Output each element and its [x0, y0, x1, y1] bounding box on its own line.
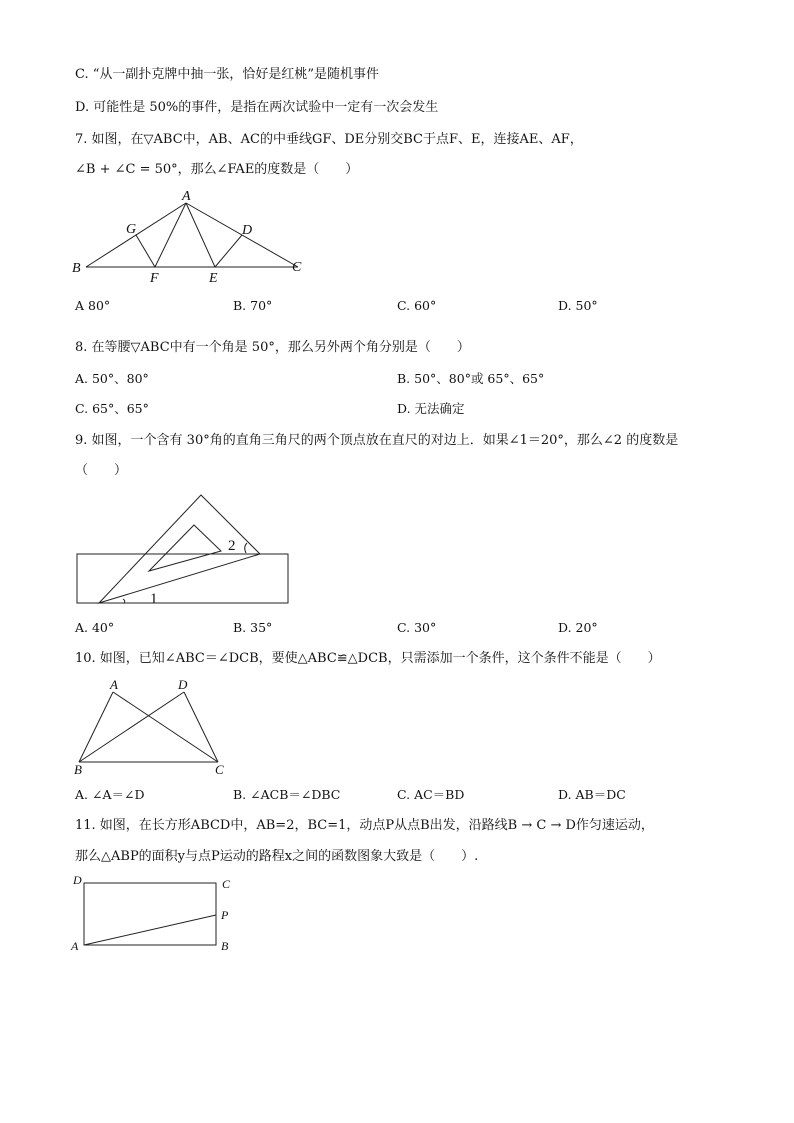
- q9-angle2-arc: [245, 543, 247, 553]
- q9-triangle-inner: [149, 525, 221, 571]
- q9-option-c[interactable]: C. 30°: [397, 620, 437, 635]
- q10-label-d: D: [178, 677, 188, 692]
- q9-label-angle2: 2: [228, 538, 236, 554]
- q8-option-a[interactable]: A. 50°、80°: [75, 371, 149, 386]
- q9-option-d[interactable]: D. 20°: [558, 620, 598, 635]
- q8-option-d[interactable]: D. 无法确定: [397, 401, 465, 416]
- q7-label-e: E: [209, 271, 218, 286]
- q7-option-d[interactable]: D. 50°: [558, 298, 598, 313]
- q7-label-f: F: [150, 271, 159, 286]
- q10-stem: 10. 如图，已知∠ABC＝∠DCB，要使△ABC≌△DCB，只需添加一个条件，这个条件不能是（ ）: [75, 651, 661, 666]
- q9-stem-line1: 9. 如图，一个含有 30°角的直角三角尺的两个顶点放在直尺的对边上．如果∠1＝20°，那么∠2 的度数是: [75, 433, 679, 448]
- q10-label-c: C: [215, 762, 224, 777]
- q7-figure: [60, 190, 320, 290]
- q11-label-b: B: [221, 939, 229, 953]
- q10-figure: [68, 676, 248, 776]
- q9-triangle-outer: [99, 495, 260, 603]
- q7-segment-ae: [186, 203, 215, 267]
- q7-label-g: G: [126, 222, 137, 237]
- q10-option-b[interactable]: B. ∠ACB＝∠DBC: [233, 787, 341, 802]
- q11-stem-line2: 那么△ABP的面积y与点P运动的路程x之间的函数图象大致是（ ）.: [75, 849, 479, 864]
- q11-segment-ap: [84, 915, 216, 945]
- q10-label-b: B: [74, 762, 82, 777]
- q9-label-angle1: 1: [150, 591, 158, 607]
- q7-segment-gf: [136, 235, 155, 267]
- q10-segment-dc: [184, 692, 218, 762]
- q7-label-b: B: [72, 261, 81, 276]
- q9-stem-line2: （ ）: [75, 463, 128, 478]
- q7-segment-de: [215, 235, 242, 267]
- q11-figure: [68, 872, 248, 952]
- q7-stem-line1: 7. 如图，在▽ABC中，AB、AC的中垂线GF、DE分别交BC于点F、E，连接AE、AF，: [75, 132, 583, 147]
- q7-label-d: D: [242, 223, 253, 238]
- q8-option-c[interactable]: C. 65°、65°: [75, 401, 149, 416]
- q11-label-c: C: [222, 877, 231, 891]
- q7-option-c[interactable]: C. 60°: [397, 298, 437, 313]
- q10-option-a[interactable]: A. ∠A＝∠D: [75, 787, 145, 802]
- q9-option-a[interactable]: A. 40°: [75, 620, 115, 635]
- q9-option-b[interactable]: B. 35°: [233, 620, 273, 635]
- q9-figure: [70, 490, 300, 610]
- q7-label-c: C: [292, 260, 302, 275]
- q11-label-a: A: [71, 939, 79, 953]
- q7-option-b[interactable]: B. 70°: [233, 298, 273, 313]
- q10-segment-bd: [79, 692, 184, 762]
- q7-label-a: A: [182, 189, 191, 204]
- q6-option-d: D. 可能性是 50%的事件，是指在两次试验中一定有一次会发生: [75, 100, 439, 115]
- q11-label-d: D: [73, 873, 82, 887]
- q11-rectangle-abcd: [84, 883, 216, 945]
- q7-stem-line2: ∠B + ∠C = 50°，那么∠FAE的度数是（ ）: [75, 162, 359, 177]
- q11-stem-line1: 11. 如图，在长方形ABCD中，AB=2，BC=1，动点P从点B出发，沿路线B → C → D作匀速运动，: [75, 818, 654, 833]
- q10-label-a: A: [110, 677, 118, 692]
- q10-option-d[interactable]: D. AB＝DC: [558, 787, 626, 802]
- q9-angle1-arc: [123, 599, 125, 603]
- q8-option-b[interactable]: B. 50°、80°或 65°、65°: [397, 371, 545, 386]
- q11-label-p: P: [221, 908, 229, 922]
- q10-segment-ac: [113, 692, 218, 762]
- q10-option-c[interactable]: C. AC＝BD: [397, 787, 465, 802]
- q8-stem: 8. 在等腰▽ABC中有一个角是 50°，那么另外两个角分别是（ ）: [75, 340, 470, 355]
- q10-segment-ab: [79, 692, 113, 762]
- q6-option-c: C. “从一副扑克牌中抽一张，恰好是红桃”是随机事件: [75, 67, 380, 82]
- q7-option-a[interactable]: A 80°: [75, 298, 111, 313]
